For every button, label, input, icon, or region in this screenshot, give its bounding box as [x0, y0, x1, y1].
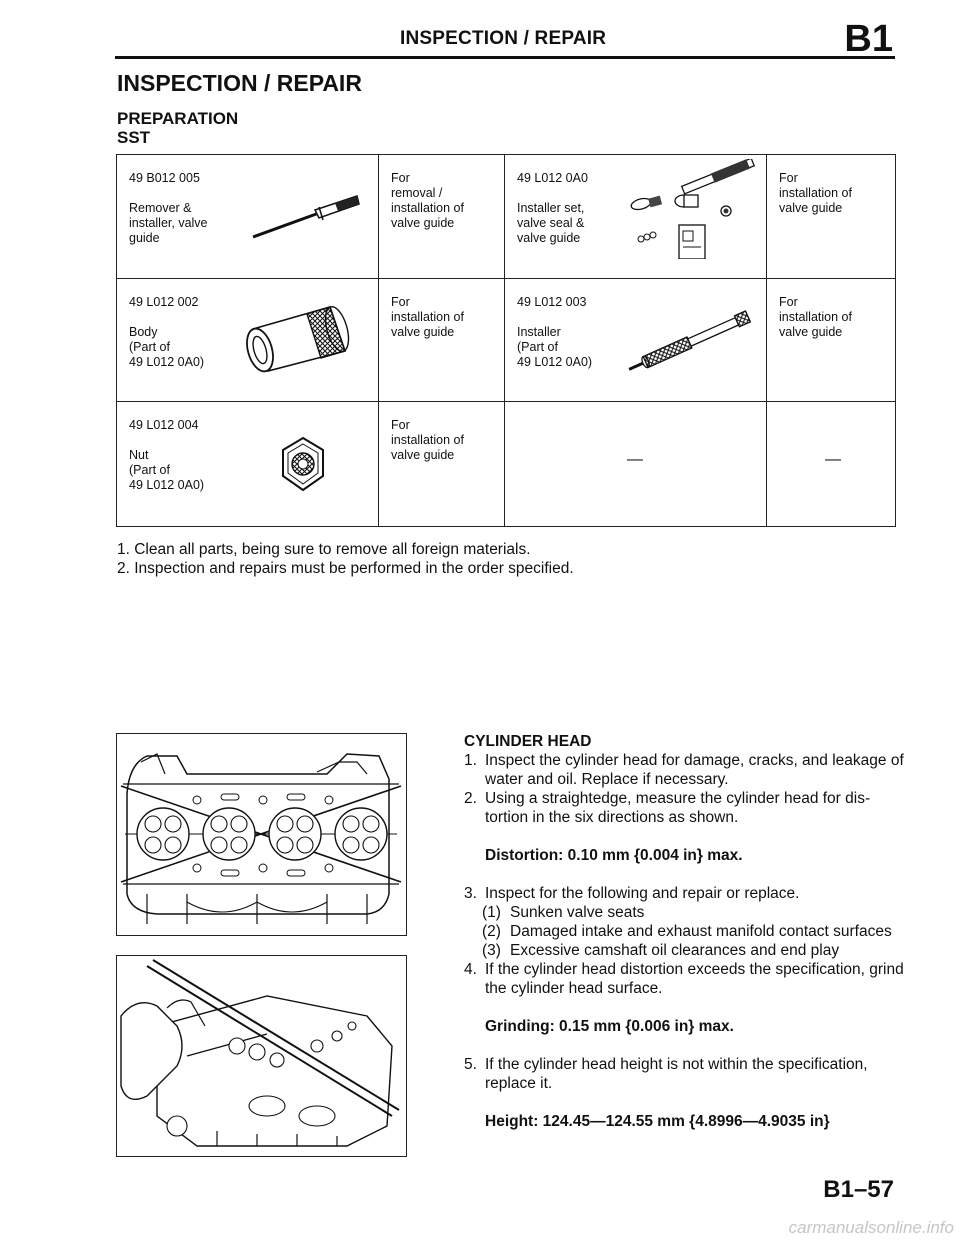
tool-name: Installer set,	[517, 201, 585, 215]
tool-cell	[117, 279, 379, 402]
straightedge-figure	[116, 955, 407, 1157]
use-cell: For removal / installation of valve guide	[379, 155, 505, 279]
tool-name: Installer	[517, 325, 561, 339]
tool-cell	[505, 279, 767, 402]
step-item: 5. If the cylinder head height is not within the specification, replace it.	[464, 1056, 868, 1092]
use-cell: For installation of valve guide	[379, 402, 505, 527]
tool-name: Remover &	[129, 201, 192, 215]
step-item: 2. Using a straightedge, measure the cylinder head for distortion in the six directions as shown.	[464, 790, 871, 826]
empty-dash: —	[825, 451, 841, 468]
page-header	[115, 18, 895, 60]
spec-height: Height: 124.45—124.55 mm {4.8996—4.9035 in}	[485, 1113, 830, 1130]
tool-cell	[117, 155, 379, 279]
tool-name: valve guide	[517, 231, 581, 245]
use-cell: For installation of valve guide	[379, 279, 505, 402]
tool-number: 49 L012 004	[129, 418, 199, 432]
preparation-heading	[117, 109, 238, 147]
note-item: 1. Clean all parts, being sure to remove all foreign materials.	[117, 541, 531, 558]
spec-distortion: Distortion: 0.10 mm {0.004 in} max.	[485, 847, 743, 864]
tool-name: (Part of	[129, 463, 170, 477]
table-row	[117, 155, 896, 279]
step-item: 1. Inspect the cylinder head for damage, cracks, and leakage of water and oil. Replace if necessary.	[464, 752, 904, 788]
tool-cell	[117, 402, 379, 527]
tool-name: Nut	[129, 448, 149, 462]
spec-grinding: Grinding: 0.15 mm {0.006 in} max.	[485, 1018, 734, 1035]
page-number: B1–57	[823, 1176, 894, 1203]
step-item: 3. Inspect for the following and repair or replace.	[464, 885, 800, 902]
tool-name: installer, valve	[129, 216, 208, 230]
section-code: B1	[844, 18, 893, 60]
tool-name: 49 L012 0A0)	[129, 478, 205, 492]
sub-item: (1) Sunken valve seats	[482, 904, 645, 921]
step-item: 4. If the cylinder head distortion exceeds the specification, grind the cylinder head surface.	[464, 961, 904, 997]
tool-name: guide	[129, 231, 160, 245]
sub-item: (2) Damaged intake and exhaust manifold contact surfaces	[482, 923, 892, 940]
installer-set-icon	[621, 159, 761, 259]
cylinder-head-section	[464, 732, 904, 1150]
cylinder-head-diagram	[117, 734, 406, 935]
body-sleeve-icon	[235, 301, 365, 373]
section-title: CYLINDER HEAD	[464, 733, 592, 750]
hex-nut-icon	[277, 434, 329, 496]
tool-name: 49 L012 0A0)	[129, 355, 205, 369]
use-cell: For installation of valve guide	[767, 155, 896, 279]
general-notes	[117, 540, 897, 578]
use-cell-empty	[767, 402, 896, 527]
tool-name: (Part of	[517, 340, 558, 354]
preparation-label: PREPARATION	[117, 109, 239, 128]
threaded-installer-icon	[617, 299, 757, 375]
tool-name: 49 L012 0A0)	[517, 355, 593, 369]
table-row	[117, 279, 896, 402]
tool-number: 49 L012 002	[129, 295, 199, 309]
page-title: INSPECTION / REPAIR	[117, 70, 362, 96]
tool-name: Body	[129, 325, 158, 339]
straightedge-diagram	[117, 956, 406, 1156]
tool-number: 49 L012 003	[517, 295, 587, 309]
remover-tool-icon	[249, 193, 364, 243]
empty-dash: —	[627, 451, 643, 468]
sst-table	[116, 154, 896, 527]
distortion-figure	[116, 733, 407, 936]
table-row	[117, 402, 896, 527]
watermark: carmanualsonline.info	[788, 1218, 954, 1237]
sub-item: (3) Excessive camshaft oil clearances and end play	[482, 942, 840, 959]
tool-cell	[505, 155, 767, 279]
use-cell: For installation of valve guide	[767, 279, 896, 402]
tool-name: (Part of	[129, 340, 170, 354]
sst-label: SST	[117, 128, 151, 147]
tool-number: 49 L012 0A0	[517, 171, 588, 185]
tool-cell-empty	[505, 402, 767, 527]
note-item: 2. Inspection and repairs must be performed in the order specified.	[117, 560, 574, 577]
tool-name: valve seal &	[517, 216, 585, 230]
tool-number: 49 B012 005	[129, 171, 200, 185]
header-title: INSPECTION / REPAIR	[400, 28, 607, 49]
